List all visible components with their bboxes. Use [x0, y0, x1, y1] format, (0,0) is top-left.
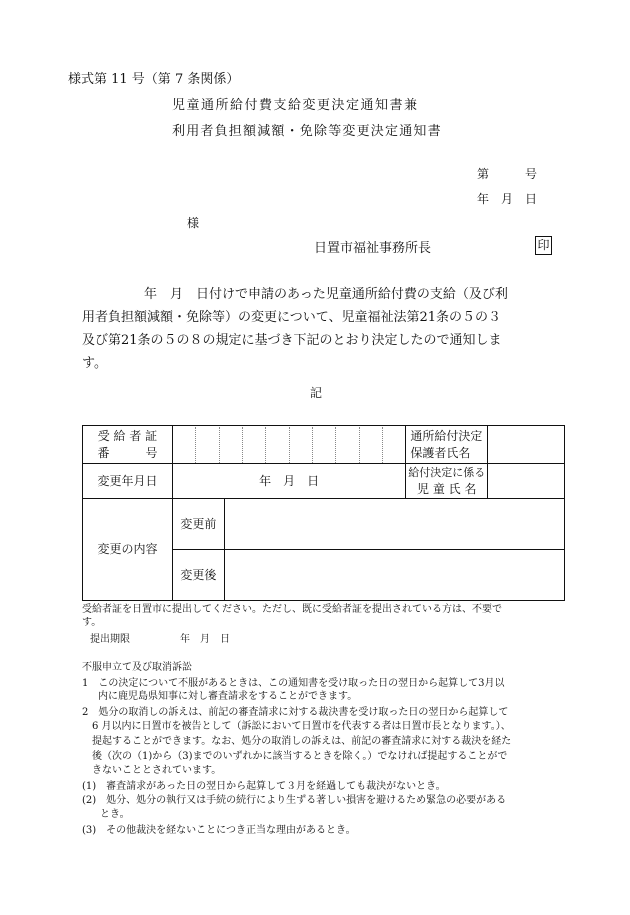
child-name-field[interactable]	[488, 464, 565, 499]
appeal-item-1-line-2: 内に鹿児島県知事に対し審査請求をすることができます。	[98, 691, 358, 702]
body-line-1: 年 月 日付けで申請のあった児童通所給付費の支給（及び利	[144, 287, 508, 302]
issuer-name: 日置市福祉事務所長	[314, 241, 432, 256]
title-line-2: 利用者負担額減額・免除等変更決定通知書	[172, 124, 442, 139]
appeal-item-2-line-2: 6 月以内に日置市を被告として（訴訟において日置市を代表する者は日置市長となります。）、	[92, 721, 511, 732]
appeal-item-2-line-4: 後（次の（1)から（3)までのいずれかに該当するときを除く。）でなければ提起することがで	[92, 751, 508, 762]
before-label: 変更前	[172, 499, 224, 550]
guardian-name-field[interactable]	[488, 426, 565, 464]
after-label: 変更後	[172, 550, 224, 601]
title-line-1: 児童通所給付費支給変更決定通知書兼	[172, 98, 419, 113]
before-field[interactable]	[224, 499, 564, 550]
addressee-suffix: 様	[187, 216, 200, 230]
appeal-sub-2-line-1: (2) 処分、処分の執行又は手続の続行により生ずる著しい損害を避けるため緊急の必要がある	[82, 795, 507, 806]
body-paragraph	[82, 283, 572, 375]
deadline-value: 年 月 日	[180, 634, 230, 645]
recipient-number-label: 受 給 者 証 番 号	[83, 426, 173, 464]
child-name-label: 給付決定に係る 児 童 氏 名	[406, 464, 488, 499]
recipient-number-field[interactable]	[172, 426, 405, 464]
appeal-sub-2-line-2: とき。	[100, 809, 130, 820]
appeal-item-2-line-5: きないこととされています。	[92, 765, 222, 776]
body-line-4: す。	[82, 356, 107, 371]
appeal-item-2-line-3: 提起することができます。なお、処分の取消しの訴えは、前記の審査請求に対する裁決を経た	[92, 736, 512, 747]
row-change-date	[83, 464, 565, 499]
appeal-sub-3: (3) その他裁決を経ないことにつき正当な理由があるとき。	[82, 825, 356, 836]
form-number: 様式第 11 号（第 7 条関係）	[68, 72, 240, 87]
notice-line-2: す。	[82, 617, 102, 628]
body-line-2: 用者負担額減額・免除等）の変更について、児童福祉法第21条の５の３	[82, 310, 502, 325]
row-recipient	[83, 426, 565, 464]
appeal-sub-1: (1) 審査請求があった日の翌日から起算して３月を経過しても裁決がないとき。	[82, 781, 446, 792]
notice-line-1: 受給者証を日置市に提出してください。ただし、既に受給者証を提出されている方は、不要で	[82, 604, 502, 615]
seal-mark: 印	[535, 236, 552, 255]
ki-heading: 記	[310, 386, 323, 400]
appeal-heading: 不服申立て及び取消訴訟	[82, 662, 192, 673]
after-field[interactable]	[224, 550, 564, 601]
deadline-label: 提出期限	[90, 634, 130, 645]
appeal-item-2-line-1: 2 処分の取消しの訴えは、前記の審査請求に対する裁決書を受け取った日の翌日から起算して	[82, 707, 509, 718]
row-change-before	[83, 499, 565, 550]
document-number: 第 号	[477, 167, 538, 181]
appeal-item-1-line-1: 1 この決定について不服があるときは、この通知書を受け取った日の翌日から起算して3月以	[82, 678, 505, 689]
change-content-label: 変更の内容	[83, 499, 173, 601]
body-line-3: 及び第21条の５の８の規定に基づき下記のとおり決定したので通知しま	[82, 333, 502, 348]
guardian-name-label: 通所給付決定 保護者氏名	[406, 426, 488, 464]
decision-table	[82, 425, 565, 601]
change-date-field[interactable]: 年 月 日	[172, 464, 405, 499]
change-date-label: 変更年月日	[83, 464, 173, 499]
issue-date: 年 月 日	[477, 192, 538, 206]
